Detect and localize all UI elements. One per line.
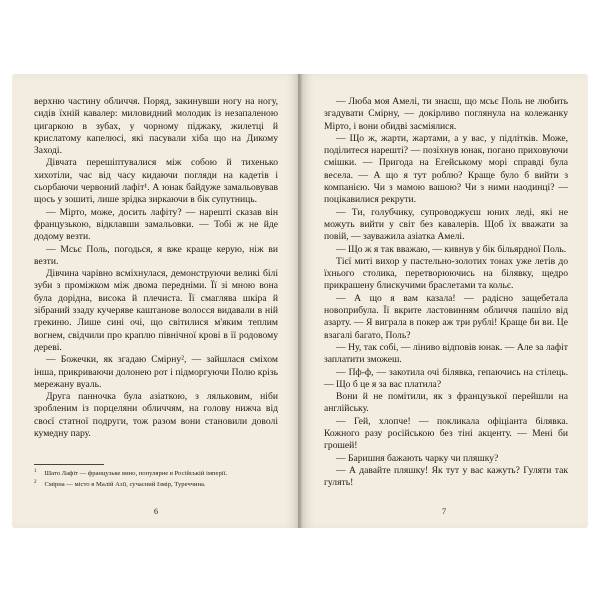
footnote-mark: 2 <box>34 479 37 485</box>
footnote-text: Шато Лафіт — французьке вино, популярне в Російській імперії. <box>44 470 228 478</box>
left-page-text <box>34 96 278 440</box>
paragraph: — Що ж я так вважаю, — кивнув у бік більярдної Поль. <box>336 243 567 255</box>
footnote-text: Смірна — місто в Малій Азії, сучасний Ізмір, Туреччина. <box>44 480 206 488</box>
paragraph: — Мсьє Поль, погодься, я вже краще керую, ніж ви везти. <box>34 243 278 267</box>
paragraph: — А давайте пляшку! Як тут у вас кажуть? Гуляти так гулять! <box>324 464 568 489</box>
footnote-mark: 1 <box>34 469 37 474</box>
paragraph: — Ну, так собі, — ліниво відповів юнак. — Але за лафіт заплатити зможеш. <box>324 341 568 366</box>
paragraph: Дівчата перешіптувалися між собою й тихенько хихотіли, час від часу кидаючи погляди на кадетів і сьорбаючи червоний лафіт¹. А юнак байдуже замальовував щось у зошиті, лише зрідка зиркаючи в бік супутниць. <box>34 157 278 206</box>
paragraph: — Пф-ф, — закотила очі білявка, гепаючись на стілець. — Що б це я за вас платила? <box>324 366 568 390</box>
paragraph: — А що я вам казала! — радісно защебетала новоприбула. Її вкрите ластовинням обличчя пашіло від азарту. — Я виграла в покер аж три рублі! Краще би ви. Це взагалі багато, Поль? <box>324 292 568 341</box>
paragraph: — Баришня бажають чарку чи пляшку? <box>336 452 499 464</box>
right-page <box>300 74 588 528</box>
paragraph: Дівчина чарівно всміхнулася, демонструючи великі білі зуби з проміжком між двома передніми. Її зі мною вона була дорідна, висока й плечиста. Її смаглява шкіра й зібраний ззаду кучеряве каштанове волосся видавали в ній грекиню. Лише сині очі, що світилися м'яким теплим вогнем, свідчили про краплю північної крові в її родовому дереві. <box>34 268 278 353</box>
paragraph: Друга панночка була азіаткою, з ляльковим, ніби зробленим із порцеляни обличчям, на голову нижча від своєї статної подруги, тож разом вони становили доволі кумедну пару. <box>34 391 278 440</box>
paragraph: Вони й не помітили, як з французької перейшли на англійську. <box>324 391 568 415</box>
page-number: 6 <box>154 507 158 516</box>
footnote <box>34 468 278 479</box>
right-page-text <box>324 96 568 490</box>
footnote-rule <box>34 464 104 465</box>
paragraph: верхню частину обличчя. Поряд, закинувши ногу на ногу, сидів їхній кавалер: миловидний молодик із незапаленою цигаркою в зубах, у чорному піджаку, жилетці й крислатому капелюсі, які пасували хіба що на Дикому Заході. <box>34 96 278 157</box>
paragraph: Тієї миті вихор у пастельно-золотих тонах уже летів до їхнього столика, перетворюючись на білявку, щедро прикрашену блискучими браслетами та кольє. <box>324 255 568 292</box>
paragraph: — Гей, хлопче! — покликала офіціанта білявка. Кожного разу російською без тіні акценту. — Мені би грошей! <box>324 415 568 452</box>
book-spread <box>12 74 588 528</box>
footnote <box>34 479 278 490</box>
book-gutter <box>298 74 302 528</box>
page-number: 7 <box>442 507 446 516</box>
paragraph: — Люба моя Амелі, ти знаєш, що мсьє Поль не любить згадувати Смірну, — докірливо поглянула на колежанку Мірто, і вони обидві засміялися. <box>324 96 568 132</box>
paragraph: — Що ж, жарти, жартами, а у вас, у підлітків. Може, поділитеся нарешті? — позіхнув юнак, погано приховуючи смішки. — Пригода на Егейському морі справді була весела. — А що я тут роблю? Краще було б вийти з компанією. Чи з мамою вашою? Чи з ними наодинці? — поцікавилися рекрути. <box>324 132 568 206</box>
paragraph: — Божечки, як згадаю Смірну², — зайшлася сміхом інша, прикриваючи долонею рот і підморгуючи Полю крізь мережану вуаль. <box>34 354 278 390</box>
left-page <box>12 74 300 528</box>
footnotes <box>34 464 278 489</box>
paragraph: — Мірто, може, досить лафіту? — нарешті сказав він французькою, відклавши замальовки. — Тобі ж не йде додому везти. <box>34 206 278 243</box>
paragraph: — Ти, голубчику, супроводжуєш юних леді, які не можуть вийти у світ без кавалерів. Щоб їх вважати за повій, — зауважила азіатка Амелі. <box>324 206 568 243</box>
